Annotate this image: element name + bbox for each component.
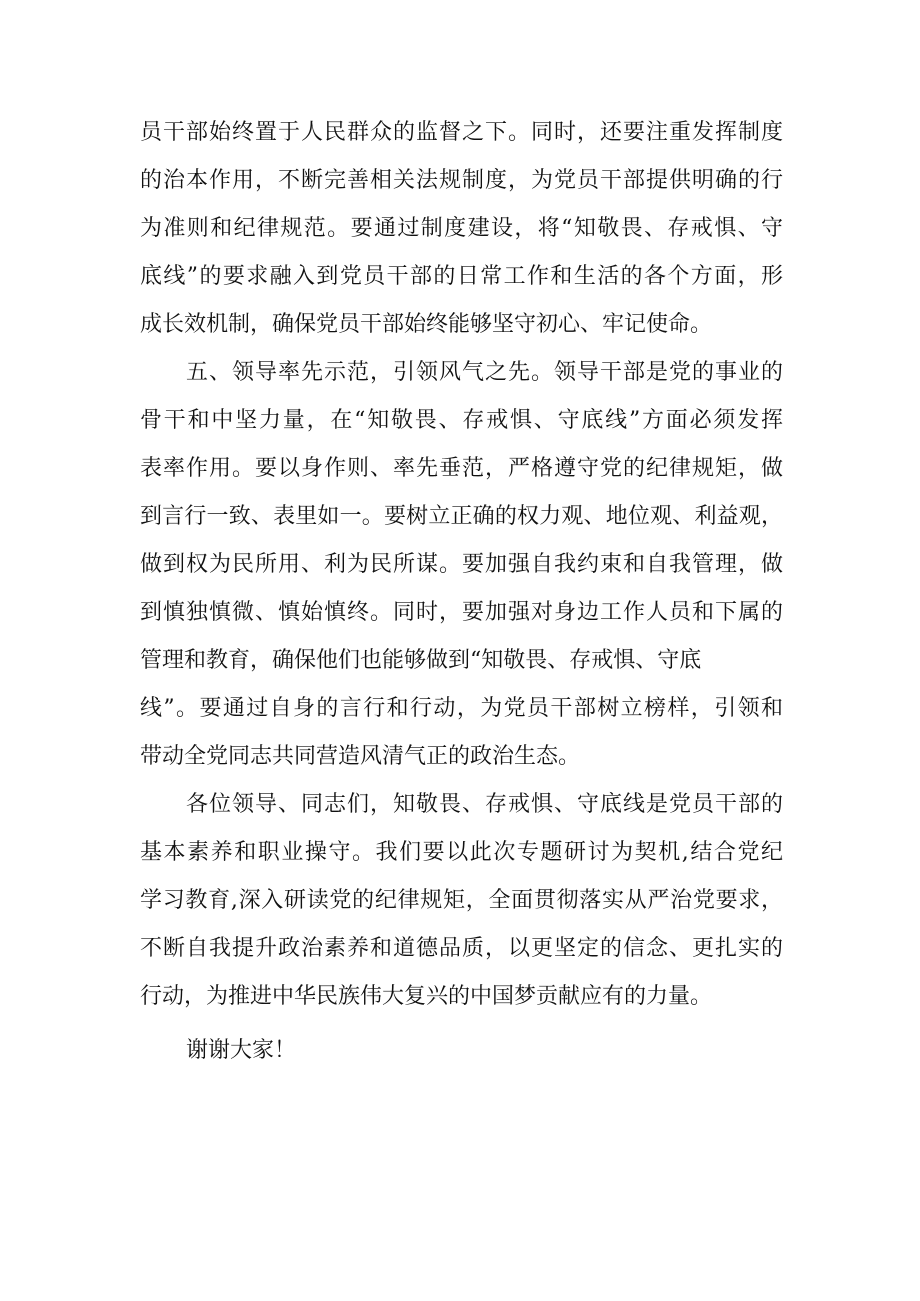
text-line: 底线”的要求融入到党员干部的日常工作和生活的各个方面，形 [140, 264, 783, 289]
text-line: 成长效机制，确保党员干部始终能够坚守初心、牢记使命。 [140, 312, 713, 337]
text-line: 各位领导、同志们，知敬畏、存戒惧、守底线是党员干部的 [186, 792, 783, 817]
text-line: 管理和教育，确保他们也能够做到“知敬畏、存戒惧、守底 [140, 648, 702, 673]
text-line: 不断自我提升政治素养和道德品质，以更坚定的信念、更扎实的 [140, 936, 783, 961]
text-line: 到慎独慎微、慎始慎终。同时，要加强对身边工作人员和下属的 [140, 600, 783, 625]
paragraph-section-five [140, 349, 783, 781]
text-line: 做到权为民所用、利为民所谋。要加强自我约束和自我管理，做 [140, 552, 783, 577]
text-line: 表率作用。要以身作则、率先垂范，严格遵守党的纪律规矩，做 [140, 456, 783, 481]
text-line: 为准则和纪律规范。要通过制度建设，将“知敬畏、存戒惧、守 [140, 216, 783, 241]
closing-remark: 谢谢大家！ [186, 1038, 297, 1063]
paragraph-conclusion [140, 781, 783, 1021]
text-line: 线”。要通过自身的言行和行动，为党员干部树立榜样，引领和 [140, 696, 783, 721]
text-line: 五、领导率先示范，引领风气之先。领导干部是党的事业的 [186, 360, 783, 385]
text-line: 基本素养和职业操守。我们要以此次专题研讨为契机,结合党纪 [140, 840, 783, 865]
text-line: 的治本作用，不断完善相关法规制度，为党员干部提供明确的行 [140, 168, 783, 193]
text-line: 到言行一致、表里如一。要树立正确的权力观、地位观、利益观， [140, 504, 783, 529]
text-line: 学习教育,深入研读党的纪律规矩，全面贯彻落实从严治党要求， [140, 888, 783, 913]
text-line: 带动全党同志共同营造风清气正的政治生态。 [140, 744, 581, 769]
text-line: 员干部始终置于人民群众的监督之下。同时，还要注重发挥制度 [140, 120, 783, 145]
paragraph-continuation [140, 109, 783, 349]
text-line: 行动，为推进中华民族伟大复兴的中国梦贡献应有的力量。 [140, 984, 713, 1009]
text-line: 骨干和中坚力量，在“知敬畏、存戒惧、守底线”方面必须发挥 [140, 408, 783, 433]
document-body [140, 109, 783, 1021]
